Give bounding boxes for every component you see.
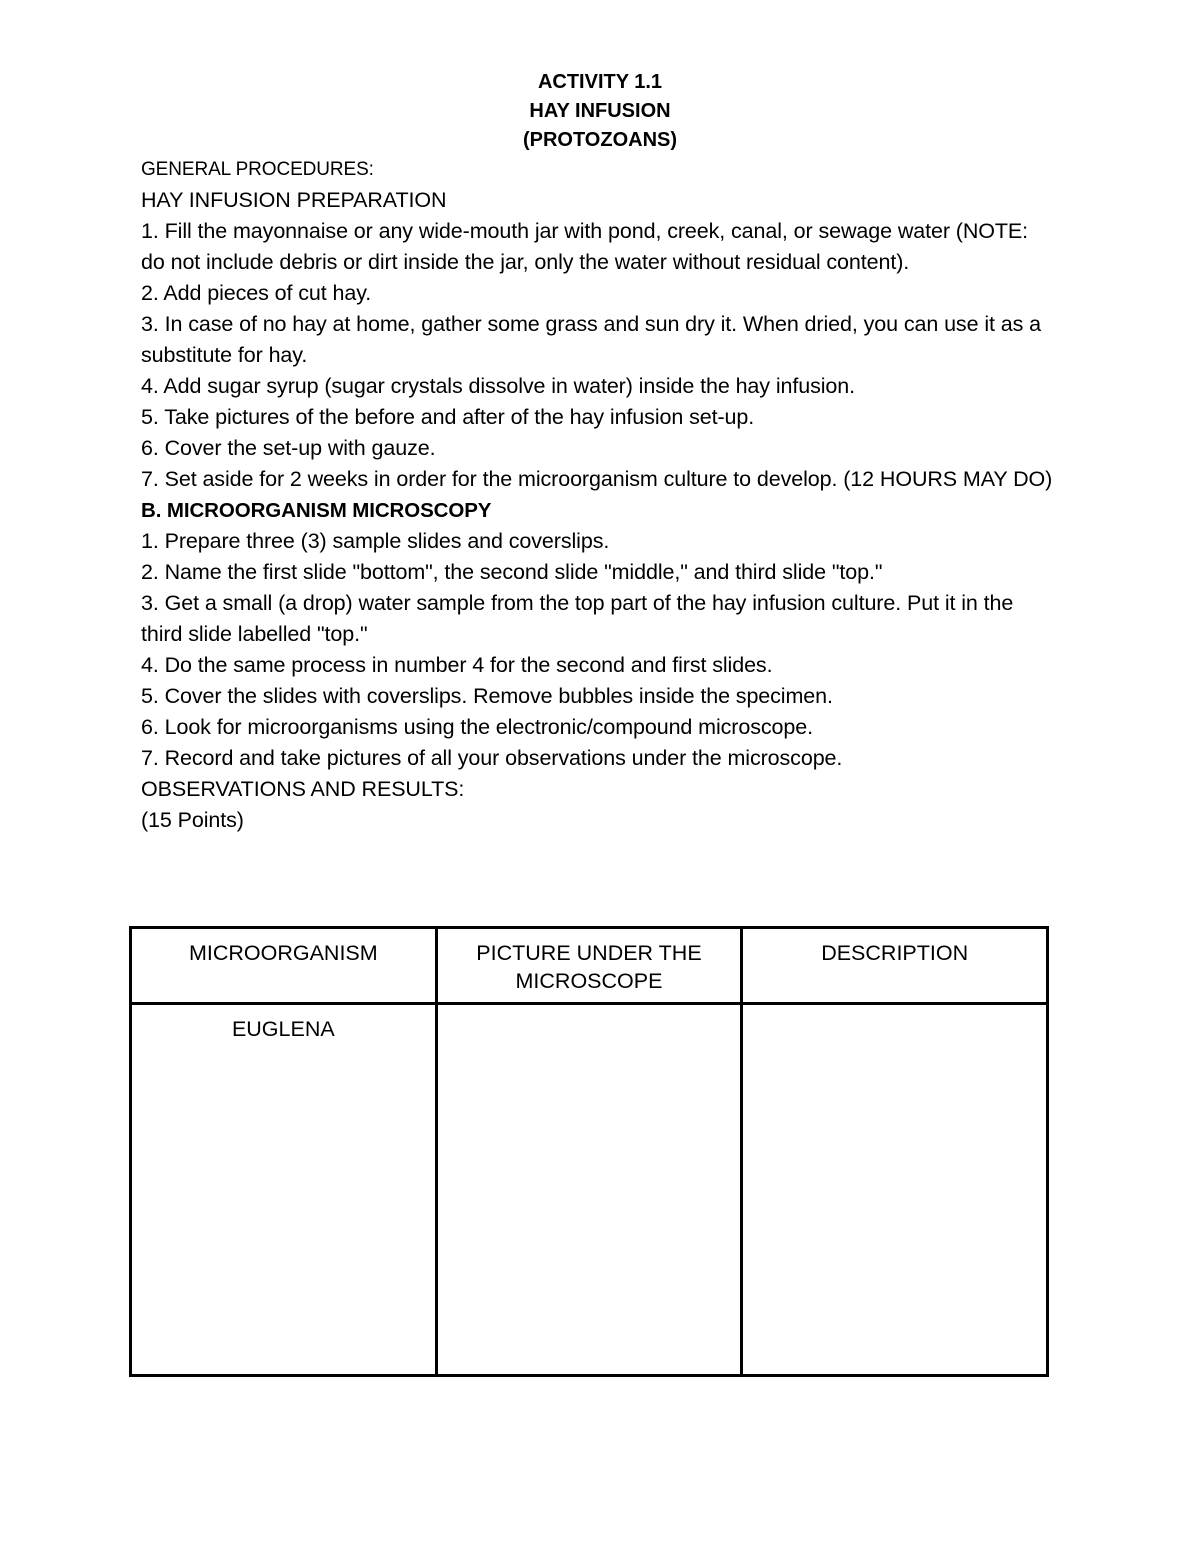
table-header-cell: DESCRIPTION <box>742 928 1048 1004</box>
section-a-step: 2. Add pieces of cut hay. <box>141 281 372 305</box>
section-a-step: 5. Take pictures of the before and after of the hay infusion set-up. <box>141 405 755 429</box>
activity-subtitle: (PROTOZOANS) <box>522 129 678 151</box>
observations-table <box>129 926 1049 1377</box>
procedure-text <box>141 154 1056 836</box>
table-cell-picture[interactable] <box>436 1004 742 1376</box>
section-b-heading: B. MICROORGANISM MICROSCOPY <box>141 499 492 522</box>
section-b-step: 3. Get a small (a drop) water sample from the top part of the hay infusion culture. Put it in the third slide labelled "top." <box>141 591 1014 646</box>
section-b-step: 2. Name the first slide "bottom", the second slide "middle," and third slide "top." <box>141 560 883 584</box>
section-a-step: 4. Add sugar syrup (sugar crystals dissolve in water) inside the hay infusion. <box>141 374 855 398</box>
table-cell-microorganism: EUGLENA <box>131 1004 437 1376</box>
activity-name: HAY INFUSION <box>529 100 671 122</box>
section-a-heading: HAY INFUSION PREPARATION <box>141 188 447 212</box>
section-b-step: 1. Prepare three (3) sample slides and coverslips. <box>141 529 610 553</box>
table-cell-description[interactable] <box>742 1004 1048 1376</box>
section-b-step: 6. Look for microorganisms using the electronic/compound microscope. <box>141 715 813 739</box>
section-a-step: 7. Set aside for 2 weeks in order for the microorganism culture to develop. (12 HOURS MAY DO) <box>141 467 1053 491</box>
general-procedures-label: GENERAL PROCEDURES: <box>141 159 374 180</box>
section-b-step: 7. Record and take pictures of all your observations under the microscope. <box>141 746 843 770</box>
document-title <box>0 68 1200 155</box>
table-row <box>131 1004 1048 1376</box>
activity-number: ACTIVITY 1.1 <box>537 71 663 93</box>
section-b-step: 5. Cover the slides with coverslips. Remove bubbles inside the specimen. <box>141 684 833 708</box>
points-label: (15 Points) <box>141 808 244 832</box>
table-header-cell: PICTURE UNDER THE MICROSCOPE <box>436 928 742 1004</box>
table-header-cell: MICROORGANISM <box>131 928 437 1004</box>
section-a-step: 6. Cover the set-up with gauze. <box>141 436 436 460</box>
observations-label: OBSERVATIONS AND RESULTS: <box>141 777 465 801</box>
section-a-step: 3. In case of no hay at home, gather some grass and sun dry it. When dried, you can use it as a substitute for hay. <box>141 312 1041 367</box>
section-b-step: 4. Do the same process in number 4 for the second and first slides. <box>141 653 773 677</box>
section-a-step: 1. Fill the mayonnaise or any wide-mouth jar with pond, creek, canal, or sewage water (NOTE: do not include debris or dirt inside the jar, only the water without residual content). <box>141 219 1029 274</box>
table-header-row <box>131 928 1048 1004</box>
